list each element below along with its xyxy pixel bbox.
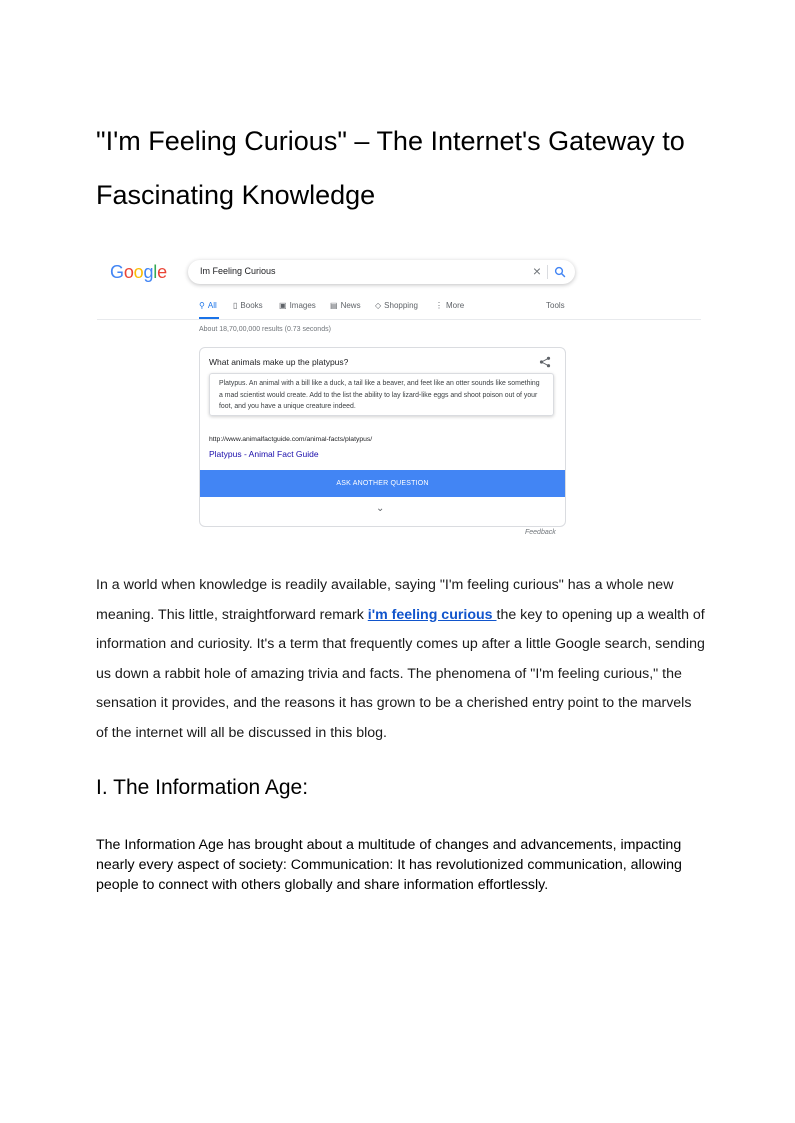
clear-icon: ×: [532, 263, 541, 279]
intro-text-after: the key to opening up a wealth of information and curiosity. It's a term that frequently comes up after a little Google search, sending us down a rabbit hole of amazing trivia and facts. The phenomena of "I'm feeling curious," the sensation it provides, and the reasons it has grown to be a cherished entry point to the marvels of the internet will all be discussed in this blog.: [96, 606, 705, 741]
image-icon: ▣: [279, 301, 287, 310]
more-icon: ⋮: [435, 301, 443, 310]
search-query: Im Feeling Curious: [200, 266, 276, 276]
source-url: http://www.animalfactguide.com/animal-facts/platypus/: [209, 436, 373, 443]
section-heading: I. The Information Age:: [96, 776, 309, 799]
book-icon: ▯: [233, 301, 238, 310]
logo-letter: G: [110, 262, 124, 282]
logo-letter: g: [143, 262, 154, 282]
search-tabs: [199, 301, 579, 315]
tab-tools: Tools: [546, 301, 565, 310]
curious-card: [199, 347, 566, 527]
share-icon: [539, 355, 551, 373]
article-title: "I'm Feeling Curious" – The Internet's Gateway to Fascinating Knowledge: [96, 126, 685, 210]
answer-box: Platypus. An animal with a bill like a duck, a tail like a beaver, and feet like an otter sounds like something a mad scientist would create. Add to the list the ability to lay lizard-like eggs and shoot poison out of your foot, and you have a unique creature indeed.: [209, 373, 554, 416]
search-icon: [554, 265, 566, 283]
tab-books: ▯ Books: [233, 301, 263, 310]
logo-letter: l: [153, 262, 158, 282]
source-title-link: Platypus - Animal Fact Guide: [209, 449, 319, 459]
tab-news: ▤ News: [330, 301, 361, 310]
intro-text-before: In a world when knowledge is readily available, saying "I'm feeling curious" has a whole new meaning. This little, straightforward remark: [96, 577, 674, 623]
logo-letter: o: [123, 262, 134, 282]
news-icon: ▤: [330, 301, 338, 310]
tab-images: ▣ Images: [279, 301, 316, 310]
section-paragraph: The Information Age has brought about a multitude of changes and advancements, impacting nearly every aspect of society: Communication: It has revolutionized communication, allowing people to connect with others globally and share information effortlessly.: [96, 837, 682, 893]
results-stats: About 18,70,00,000 results (0.73 seconds): [199, 326, 331, 333]
search-box: [188, 260, 575, 284]
tabs-divider: [97, 319, 701, 320]
tab-shopping: ◇ Shopping: [375, 301, 418, 310]
tab-more: ⋮ More: [435, 301, 465, 310]
intro-paragraph: [96, 571, 706, 749]
chevron-down-icon: ⌄: [376, 503, 385, 514]
logo-letter: e: [157, 262, 167, 282]
tag-icon: ◇: [375, 301, 382, 310]
question-text: What animals make up the platypus?: [209, 357, 349, 367]
google-screenshot: [97, 254, 701, 544]
im-feeling-curious-link[interactable]: i'm feeling curious: [367, 606, 497, 623]
search-divider: [547, 265, 548, 279]
search-icon: ⚲: [199, 301, 205, 310]
logo-letter: o: [133, 262, 144, 282]
google-logo: [110, 262, 167, 283]
ask-another-question-button: ASK ANOTHER QUESTION: [200, 470, 565, 497]
tab-all: ⚲ All: [199, 301, 217, 310]
feedback-label: Feedback: [525, 529, 556, 536]
